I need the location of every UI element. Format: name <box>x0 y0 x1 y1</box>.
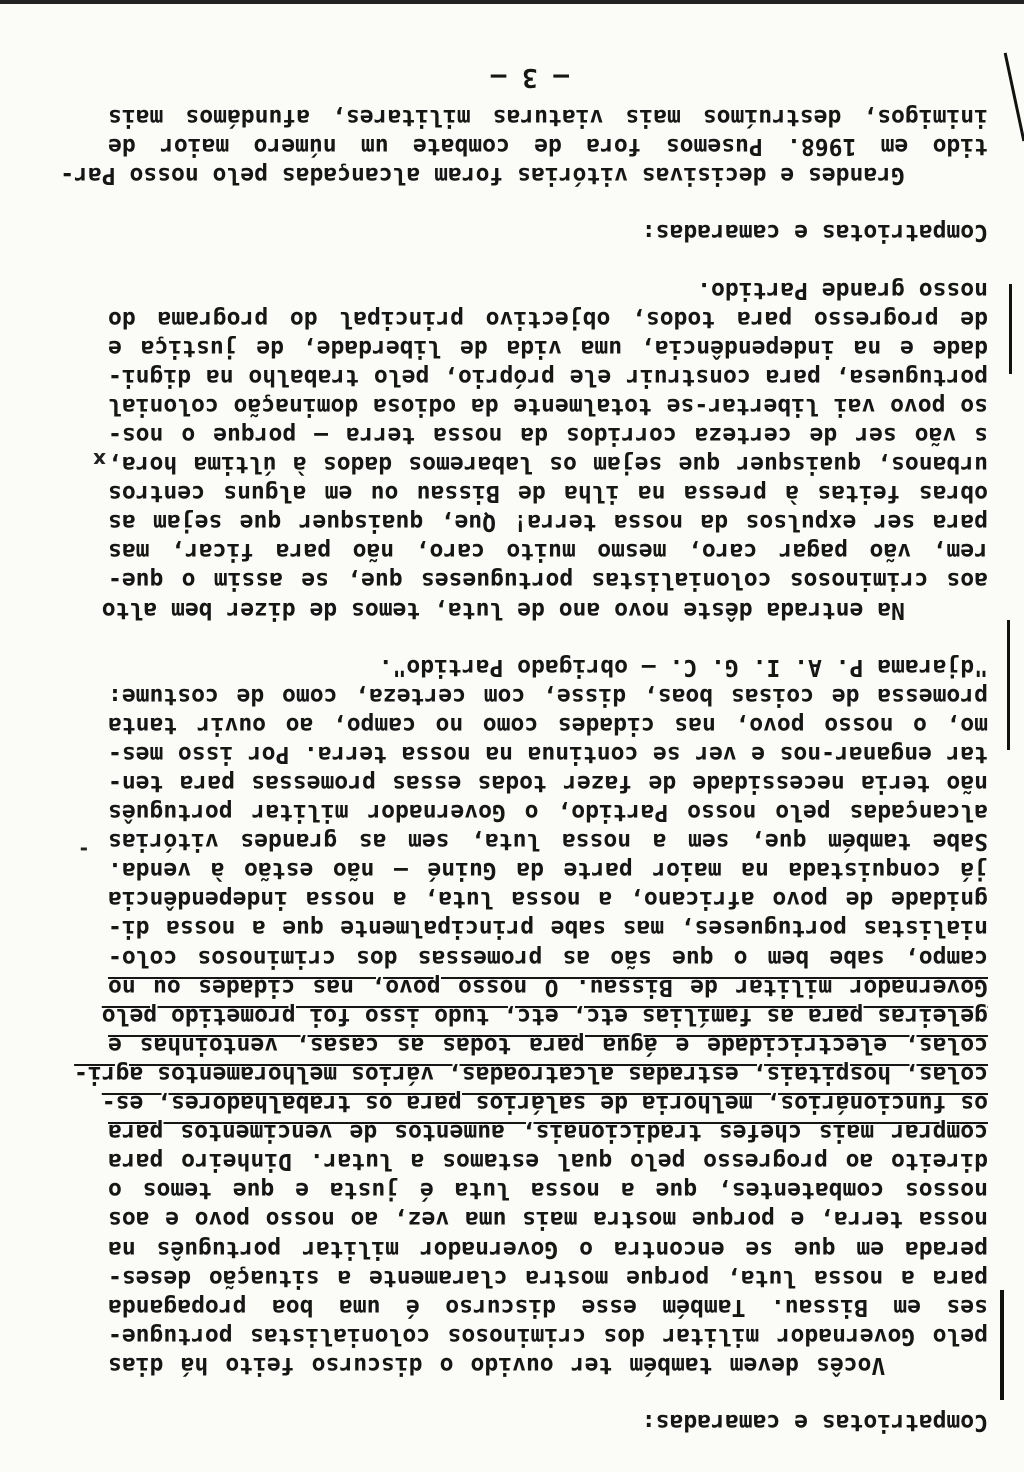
text-line: pelo Governador militar dos criminosos colonialistas portugue- <box>108 1322 988 1349</box>
text-line: tido em 1968. Pusemos fora de combate um número maior de <box>108 133 988 160</box>
text-line: para a nossa luta, porque mostra claramente a situação deses- <box>108 1264 988 1291</box>
margin-stroke-closing <box>1004 53 1024 142</box>
margin-bracket-justice <box>1009 284 1012 374</box>
paragraph-2 <box>101 274 988 623</box>
text-line: "djarama P. A. I. G. C. — obrigado Partido". <box>378 653 988 680</box>
typed-text-block <box>60 74 988 1436</box>
text-line: obras feitas à pressa na ilha de Bissau ou em alguns centros <box>108 480 988 507</box>
text-line: Na entrada dêste novo ano de luta, temos de dizer bem alto <box>101 596 988 623</box>
margin-bracket-paragraph-1 <box>1000 1290 1004 1400</box>
text-line: perada em que se encontra o Governador militar português na <box>108 1235 988 1262</box>
text-line: Grandes e decisivas vitórias foram alcançadas pelo nosso Par- <box>60 162 988 189</box>
margin-dash-mark: - <box>79 838 88 862</box>
salutation-bottom: Compatriotas e camaradas: <box>641 219 988 246</box>
text-line: nosso grande Partido. <box>697 276 988 303</box>
text-line: alcançadas pelo nosso Partido, o Governador militar português <box>108 799 988 826</box>
text-line: Sabe também que, sem a nossa luta, sem as grandes vitórias <box>108 828 988 855</box>
text-line: de progresso para todos, objectivo principal do programa do <box>108 305 988 332</box>
text-line: ses em Bissau. Também esse discurso é uma boa propaganda <box>108 1293 988 1320</box>
text-line: rem, vão pagar caro, mesmo muito caro, não para ficar, mas <box>108 538 988 565</box>
text-line: já conquistada na maior parte da Guiné — não estão à venda. <box>108 857 988 884</box>
text-line: campo, sabe bem o que são as promessas dos criminosos colo- <box>108 944 988 971</box>
text-line: s vão ser de certeza corridos da nossa terra — porque o nos- <box>108 422 988 448</box>
text-line: portuguesa, para construir ele próprio, pelo trabalho na digni- <box>108 363 988 390</box>
margin-x-mark: x <box>93 448 106 472</box>
text-line: promessa de coisas boas, disse, com certeza, como de costume: <box>108 682 988 709</box>
text-line: mo, o nosso povo, nas cidades como no campo, ao ouvir tanta <box>108 711 988 738</box>
text-line: não teria necessidade de fazer todas essas promessas para ten- <box>108 770 988 797</box>
text-line: gnidade de povo africano, a nossa luta, a nossa independência <box>108 886 988 913</box>
paragraph-1 <box>74 652 988 1379</box>
text-line-underlined: Governador militar de Bissau. O nosso povo, nas cidades ou no <box>108 973 988 1000</box>
text-line: nossa terra, e porque mostra mais uma vez, ao nosso povo e aos <box>108 1206 988 1233</box>
salutation-top: Compatriotas e camaradas: <box>641 1409 988 1435</box>
text-line-underlined: os funcionários, melhoria de salários para os trabalhadores, es- <box>101 1090 988 1117</box>
text-line: aos criminosos colonialistas portugueses que, se assim o que- <box>108 567 988 594</box>
text-line: dade e na independência, uma vida de liberdade, de justiça e <box>108 334 988 361</box>
paragraph-3 <box>60 102 988 189</box>
text-line: urbanos, quaisquer que sejam os labaremos dados à última hora, <box>108 451 988 478</box>
text-line: so povo vai libertar-se totalmente da odiosa dominação colonial <box>108 392 988 419</box>
page-number: — 3 — <box>490 62 569 92</box>
text-line-underlined: colas, electricidade e água para todas as casas, ventoinhas e <box>108 1031 988 1058</box>
text-line: inimigos, destruímos mais viaturas militares, afundámos mais <box>108 104 988 131</box>
text-line-underlined: comprar mais chefes tradicionais, aumentos de vencimentos para <box>108 1119 988 1146</box>
text-line: nialistas portugueses, mas sabe principalmente que a nossa di- <box>108 915 988 942</box>
text-line: Vocês devem também ter ouvido o discurso feito há dias <box>108 1351 988 1378</box>
text-line: para ser expulsos da nossa terra! Que, quaisquer que sejam as <box>108 509 988 536</box>
text-line: nossos combatentes, que a nossa luta é justa e que temos o <box>108 1177 988 1204</box>
text-line: tar enganar-nos e ver se continua na nossa terra. Por isso mes- <box>108 740 988 767</box>
text-line-underlined: colas, hospitais, estradas alcatroadas, vários melhoramentos agri- <box>74 1060 988 1087</box>
margin-bracket-quote <box>1007 620 1010 750</box>
text-line: direito ao progresso pelo qual estamos a lutar. Dinheiro para <box>108 1148 988 1175</box>
text-line-underlined: geleiras para as famílias etc, etc, tudo isso foi prometido pelo <box>101 1002 988 1029</box>
